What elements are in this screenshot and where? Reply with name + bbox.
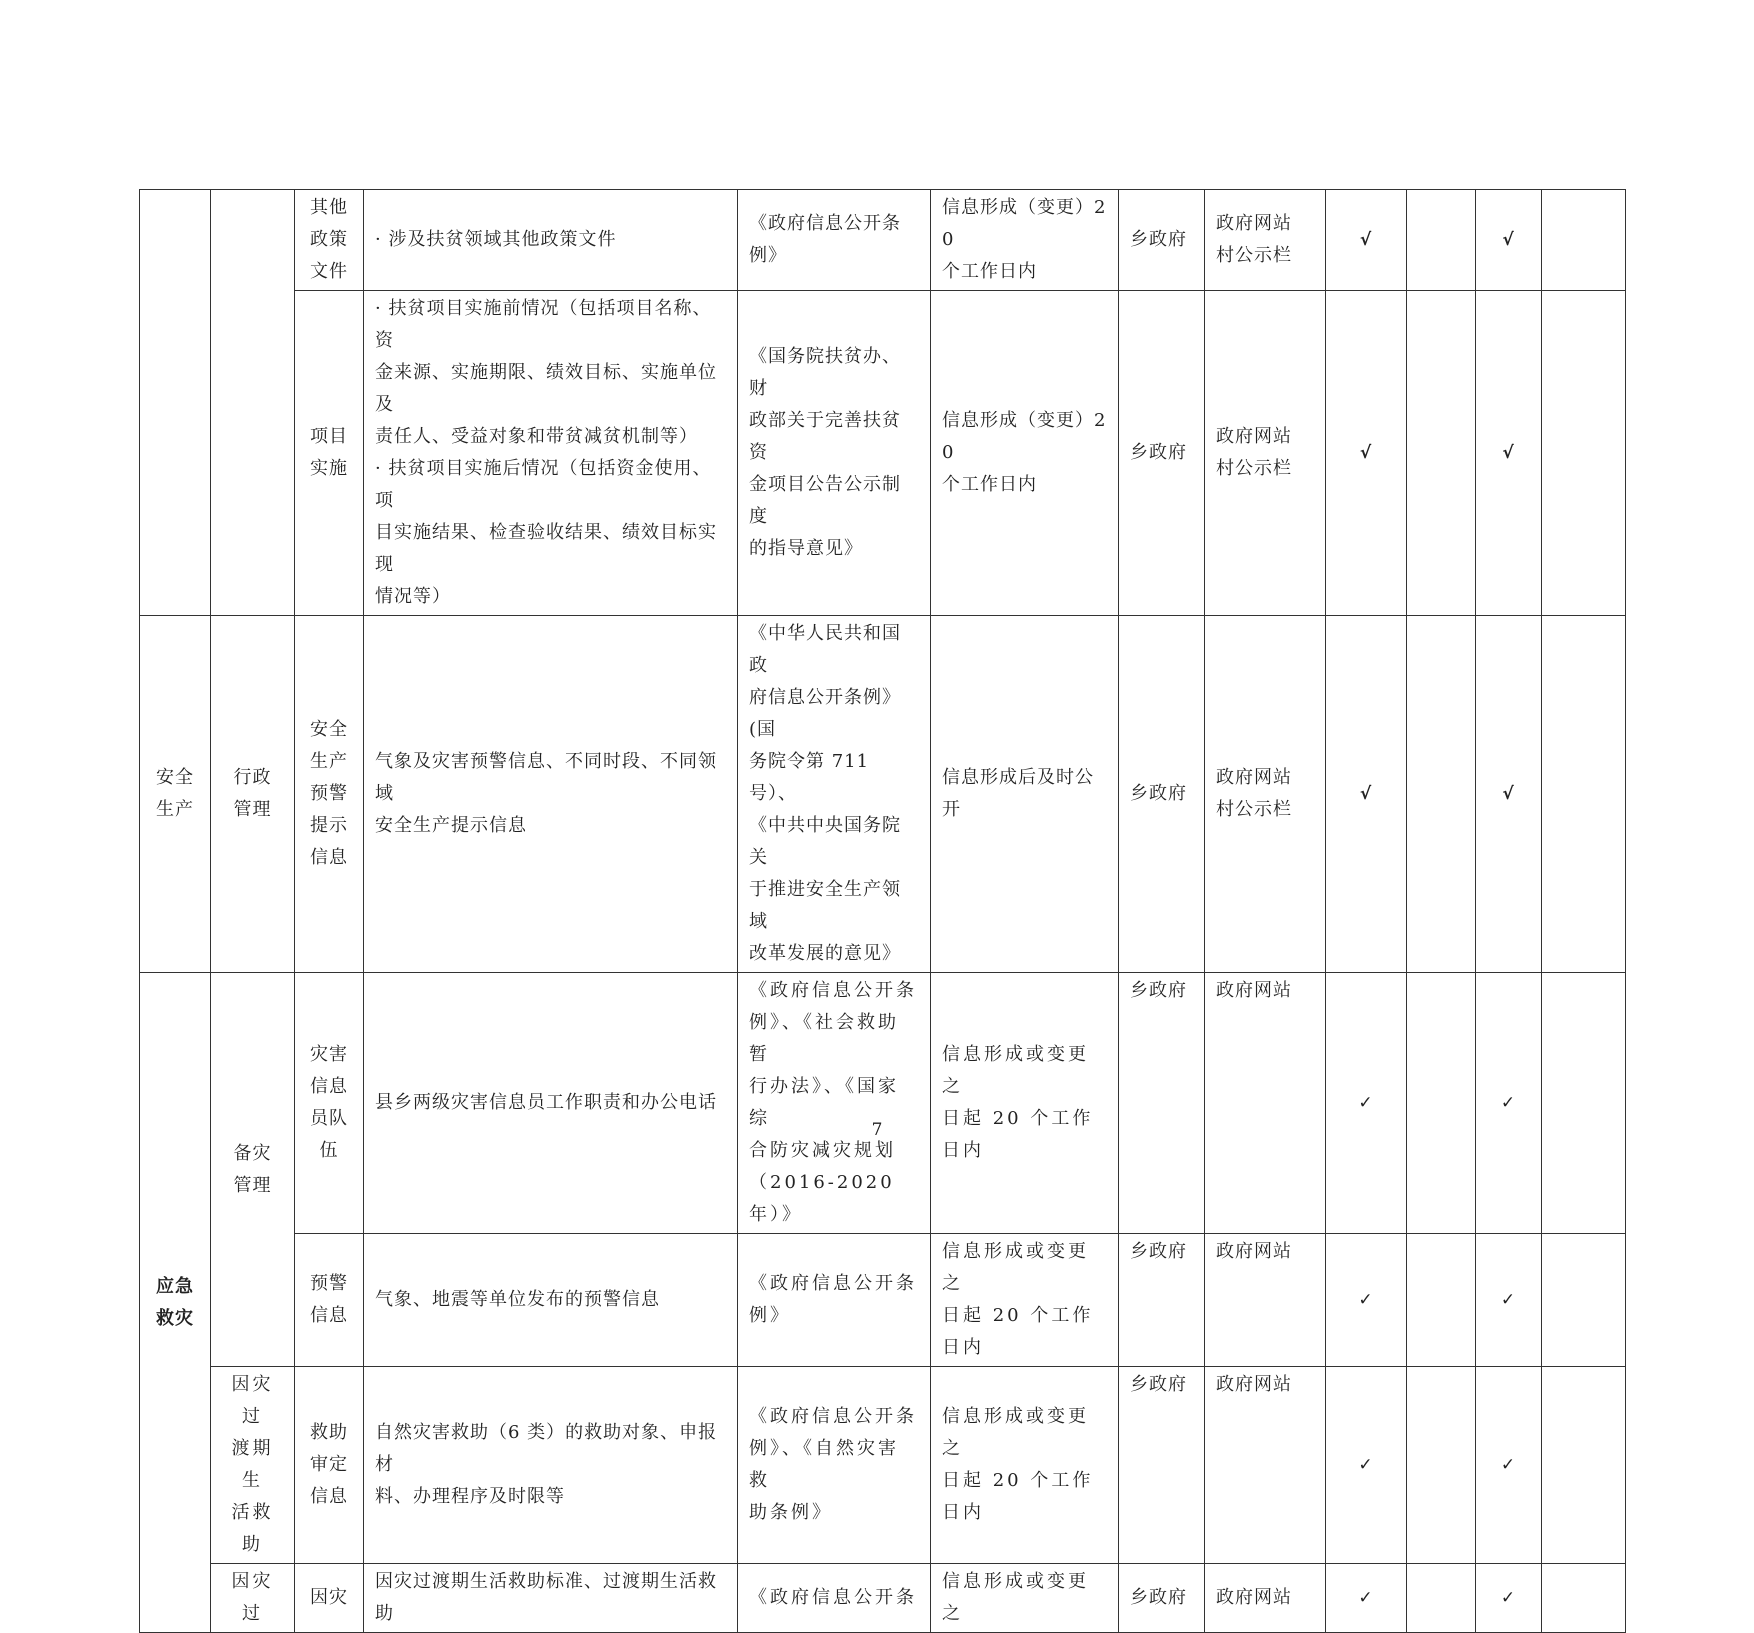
- subject-cell: 乡政府: [1119, 190, 1205, 291]
- item-cell: 救助 审定 信息: [295, 1367, 364, 1564]
- empty-cell: [1407, 190, 1476, 291]
- item-cell: 灾害 信息 员队 伍: [295, 973, 364, 1234]
- category-cell: 安全 生产: [140, 616, 211, 973]
- check-mark: ✓: [1476, 1367, 1542, 1564]
- empty-cell: [1407, 291, 1476, 616]
- empty-cell: [1542, 1564, 1626, 1633]
- content-cell: 气象及灾害预警信息、不同时段、不同领域 安全生产提示信息: [364, 616, 738, 973]
- subcategory-cell: 因灾过: [211, 1564, 295, 1633]
- subject-cell: 乡政府: [1119, 291, 1205, 616]
- subcategory-cell: 行政 管理: [211, 616, 295, 973]
- basis-cell: 《政府信息公开条 例》: [738, 1234, 931, 1367]
- check-mark: ✓: [1326, 1564, 1407, 1633]
- table-row: [140, 1564, 1626, 1633]
- item-cell: 其他 政策 文件: [295, 190, 364, 291]
- check-mark: √: [1326, 190, 1407, 291]
- subject-cell: 乡政府: [1119, 1234, 1205, 1367]
- check-mark: ✓: [1476, 1234, 1542, 1367]
- empty-cell: [1407, 1367, 1476, 1564]
- empty-cell: [1407, 616, 1476, 973]
- category-cell: 应急 救灾: [140, 973, 211, 1633]
- channel-cell: 政府网站: [1205, 1234, 1326, 1367]
- item-cell: 项目 实施: [295, 291, 364, 616]
- empty-cell: [1542, 1367, 1626, 1564]
- basis-cell: 《政府信息公开条 例》、《自然灾害救 助条例》: [738, 1367, 931, 1564]
- basis-cell: 《政府信息公开条: [738, 1564, 931, 1633]
- check-mark: √: [1476, 616, 1542, 973]
- check-mark: √: [1476, 190, 1542, 291]
- channel-cell: 政府网站: [1205, 1564, 1326, 1633]
- time-limit-cell: 信息形成或变更之 日起 20 个工作日内: [931, 973, 1119, 1234]
- table-row: [140, 616, 1626, 973]
- time-limit-cell: 信息形成或变更之 日起 20 个工作日内: [931, 1367, 1119, 1564]
- table-row: [140, 190, 1626, 291]
- item-cell: 安全 生产 预警 提示 信息: [295, 616, 364, 973]
- time-limit-cell: 信息形成或变更之 日起 20 个工作日内: [931, 1234, 1119, 1367]
- subcategory-cell: [211, 190, 295, 616]
- page-number: 7: [871, 1120, 883, 1140]
- time-limit-cell: 信息形成（变更）20 个工作日内: [931, 291, 1119, 616]
- check-mark: ✓: [1326, 1234, 1407, 1367]
- time-limit-cell: 信息形成或变更之: [931, 1564, 1119, 1633]
- check-mark: √: [1476, 291, 1542, 616]
- check-mark: ✓: [1476, 973, 1542, 1234]
- channel-cell: 政府网站: [1205, 1367, 1326, 1564]
- check-mark: √: [1326, 291, 1407, 616]
- table-row: [140, 973, 1626, 1234]
- channel-cell: 政府网站 村公示栏: [1205, 291, 1326, 616]
- item-cell: 因灾: [295, 1564, 364, 1633]
- content-cell: 县乡两级灾害信息员工作职责和办公电话: [364, 973, 738, 1234]
- item-cell: 预警 信息: [295, 1234, 364, 1367]
- subject-cell: 乡政府: [1119, 1367, 1205, 1564]
- table-row: [140, 291, 1626, 616]
- empty-cell: [1407, 1564, 1476, 1633]
- time-limit-cell: 信息形成（变更）20 个工作日内: [931, 190, 1119, 291]
- content-cell: · 涉及扶贫领域其他政策文件: [364, 190, 738, 291]
- empty-cell: [1542, 1234, 1626, 1367]
- content-cell: 自然灾害救助（6 类）的救助对象、申报材 料、办理程序及时限等: [364, 1367, 738, 1564]
- basis-cell: 《政府信息公开条 例》、《社会救助暂 行办法》、《国家综 合防灾减灾规划 （2016-2020 年）》: [738, 973, 931, 1234]
- basis-cell: 《政府信息公开条 例》: [738, 190, 931, 291]
- channel-cell: 政府网站 村公示栏: [1205, 190, 1326, 291]
- table-row: [140, 1367, 1626, 1564]
- subcategory-cell: 备灾 管理: [211, 973, 295, 1367]
- subject-cell: 乡政府: [1119, 616, 1205, 973]
- content-cell: 气象、地震等单位发布的预警信息: [364, 1234, 738, 1367]
- subject-cell: 乡政府: [1119, 1564, 1205, 1633]
- empty-cell: [1542, 291, 1626, 616]
- table-row: [140, 1234, 1626, 1367]
- check-mark: ✓: [1476, 1564, 1542, 1633]
- channel-cell: 政府网站 村公示栏: [1205, 616, 1326, 973]
- empty-cell: [1407, 973, 1476, 1234]
- empty-cell: [1542, 973, 1626, 1234]
- basis-cell: 《中华人民共和国政 府信息公开条例》(国 务院令第 711 号）、 《中共中央国务院关 于推进安全生产领域 改革发展的意见》: [738, 616, 931, 973]
- subcategory-cell: 因灾过 渡期生 活救助: [211, 1367, 295, 1564]
- content-cell: · 扶贫项目实施前情况（包括项目名称、资 金来源、实施期限、绩效目标、实施单位及 责任人、受益对象和带贫减贫机制等） · 扶贫项目实施后情况（包括资金使用、项 目实施结果、检查验收结果、绩效目标实现 情况等）: [364, 291, 738, 616]
- check-mark: √: [1326, 616, 1407, 973]
- time-limit-cell: 信息形成后及时公 开: [931, 616, 1119, 973]
- empty-cell: [1542, 190, 1626, 291]
- disclosure-table: [139, 189, 1626, 1633]
- empty-cell: [1407, 1234, 1476, 1367]
- basis-cell: 《国务院扶贫办、财 政部关于完善扶贫资 金项目公告公示制度 的指导意见》: [738, 291, 931, 616]
- check-mark: ✓: [1326, 973, 1407, 1234]
- subject-cell: 乡政府: [1119, 973, 1205, 1234]
- check-mark: ✓: [1326, 1367, 1407, 1564]
- content-cell: 因灾过渡期生活救助标准、过渡期生活救助: [364, 1564, 738, 1633]
- channel-cell: 政府网站: [1205, 973, 1326, 1234]
- category-cell: [140, 190, 211, 616]
- empty-cell: [1542, 616, 1626, 973]
